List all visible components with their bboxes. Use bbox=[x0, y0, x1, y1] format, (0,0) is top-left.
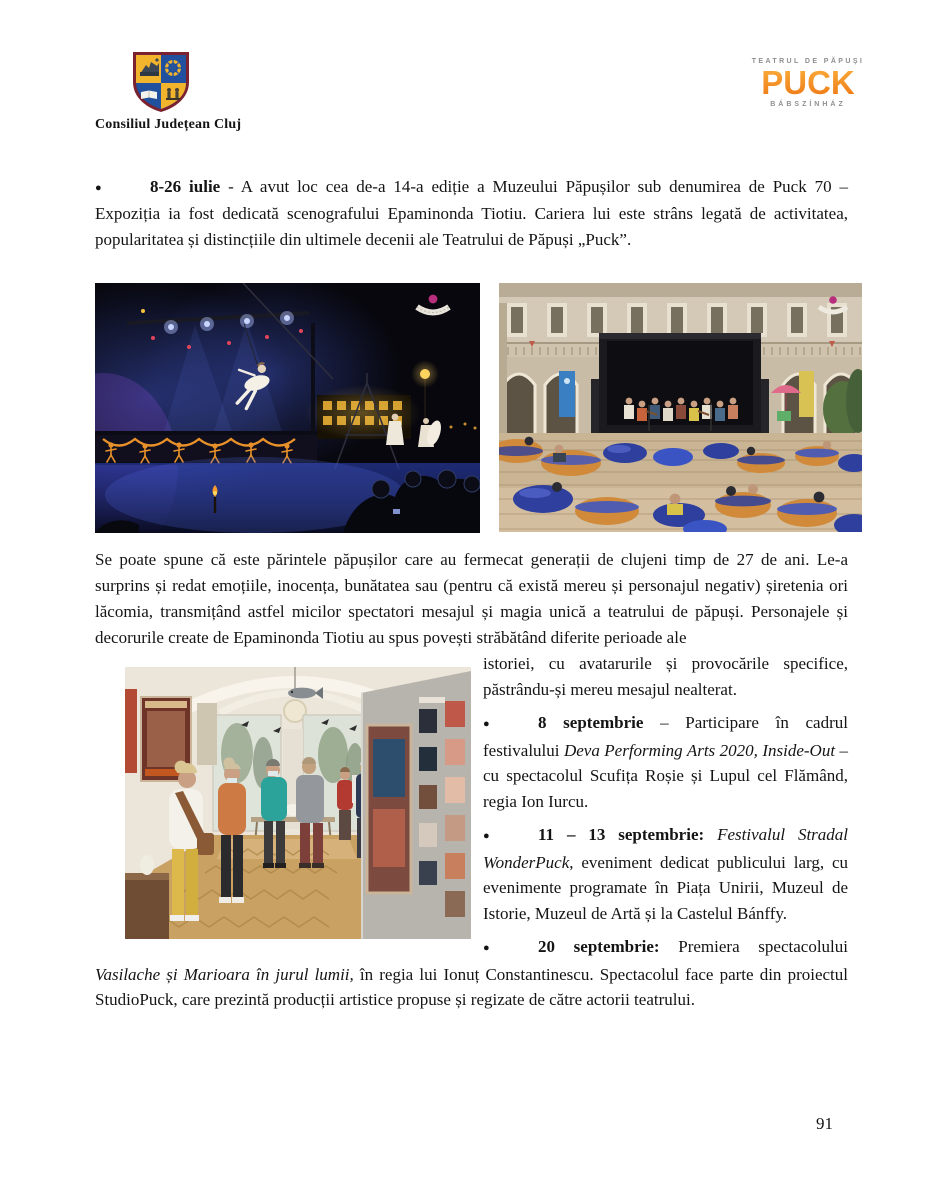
paragraph-july-text: 8-26 iulie - A avut loc cea de-a 14-a ediție a Muzeului Păpușilor sub denumirea de Puck 70 – Expoziția ia fost dedicată scenografului Epaminonda Tiotiu. Cariera lui este strâns legată de activitatea, popularitatea și distincțiile din ultimele decenii ale Teatrului de Păpuși „Puck”. bbox=[95, 177, 848, 249]
bullet-marker: ● bbox=[483, 942, 490, 954]
puck-wordmark: PUCK bbox=[746, 65, 870, 101]
bullet-marker: ● bbox=[95, 182, 102, 194]
puck-tagline-bottom: BÁBSZÍNHÁZ bbox=[770, 101, 846, 108]
gray-exhibit-panel bbox=[361, 671, 471, 939]
upper-windows bbox=[507, 303, 847, 337]
cluj-coat-of-arms-icon bbox=[131, 50, 191, 114]
outdoor-stage bbox=[591, 333, 769, 433]
photo-museum-exhibition bbox=[125, 667, 471, 939]
council-name: Consiliul Județean Cluj bbox=[95, 117, 242, 132]
story-section bbox=[95, 547, 848, 1013]
paragraph-story: Se poate spune că este părintele păpușilor care au fermecat generații de clujeni timp de 27 de ani. Le-a surprins și redat emoțiile, inocența, bunătatea sau (pentru că există mereu și personajul negativ) șiretenia ori lăcomia, transmițând astfel micilor spectatori mesajul și magia unică a teatrului de păpuși. Personajele și decorurile create de Epaminonda Tiotiu au spus povești străbătând diferite perioade ale bbox=[95, 550, 848, 647]
photo-row bbox=[95, 283, 862, 533]
event-11-13-september-text: 11 – 13 septembrie: Festivalul Stradal WonderPuck, eveniment dedicat publicului larg, cu evenimente programate în Piața Unirii, Muzeul de Istorie, Muzeul de Artă și la Castelul Bánffy. bbox=[483, 825, 849, 923]
event-8-september-text: 8 septembrie – Participare în cadrul festivalului Deva Performing Arts 2020, Inside-Out – cu spectacolul Scufița Roșie și Lupul cel Flămând, regia Ion Iurcu. bbox=[483, 713, 849, 811]
event-20-september-text: 20 septembrie: Premiera spectacolului Vasilache și Marioara în jurul lumii, în regia lui Ionuț Constantinescu. Spectacolul face parte din proiectul StudioPuck, care prezintă producții artistice propuse și regizate de către actorii teatrului. bbox=[95, 937, 848, 1009]
paragraph-july-exhibition bbox=[95, 174, 848, 253]
bullet-marker: ● bbox=[483, 830, 490, 842]
page-number: 91 bbox=[816, 1114, 833, 1133]
event-20-september bbox=[95, 934, 848, 1013]
photo-courtyard-audience bbox=[499, 283, 862, 532]
bullet-marker: ● bbox=[483, 718, 490, 730]
photo-night-street-performance bbox=[95, 283, 480, 533]
paragraph-story-continued: istoriei, cu avatarurile și provocările specifice, păstrându-și mereu mesajul nealterat. bbox=[483, 654, 848, 699]
puck-theatre-logo bbox=[746, 58, 870, 108]
quarter-rosette bbox=[165, 60, 181, 76]
council-logo bbox=[95, 50, 325, 133]
puck-tagline-top: TEATRUL DE PĂPUȘI bbox=[751, 58, 865, 65]
